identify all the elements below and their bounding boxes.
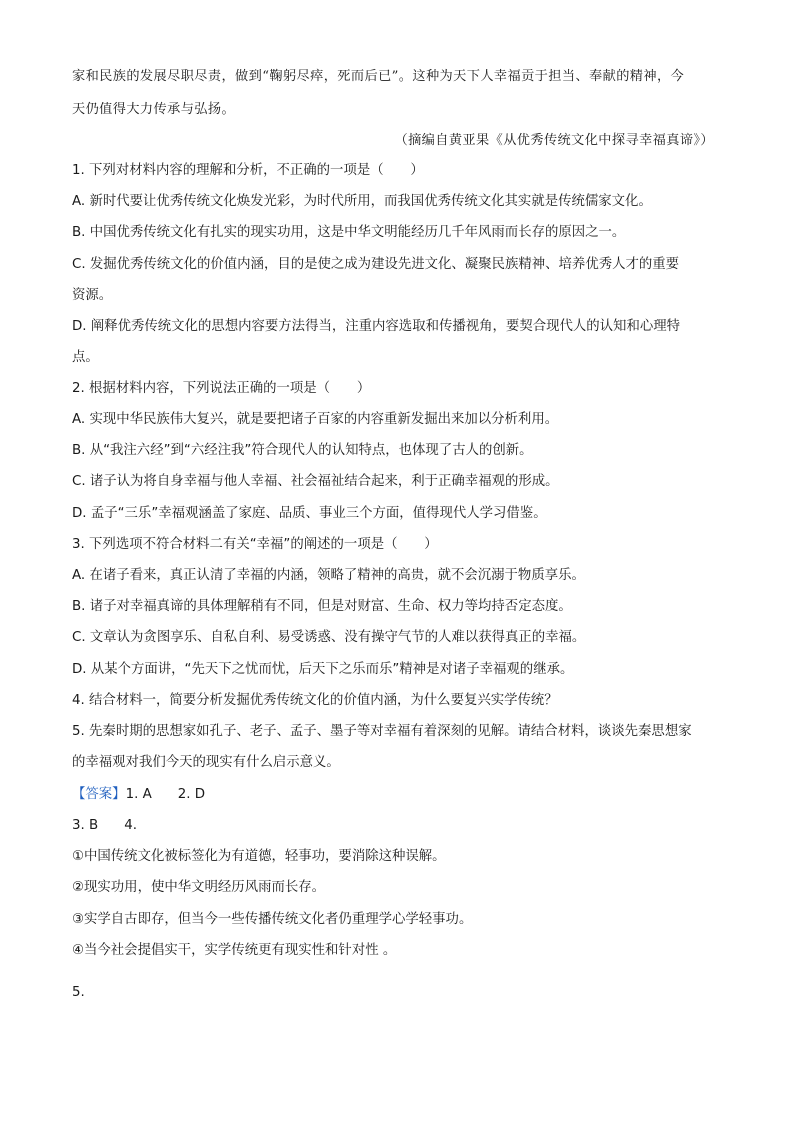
question-2-stem: 2. 根据材料内容，下列说法正确的一项是（ ） (72, 381, 371, 396)
answer-4-point-1: ①中国传统文化被标签化为有道德，轻事功，要消除这种误解。 (72, 849, 446, 864)
question-1-option-a: A. 新时代要让优秀传统文化焕发光彩，为时代所用，而我国优秀传统文化其实就是传统儒家文化。 (72, 194, 652, 209)
question-5-stem-cont: 的幸福观对我们今天的现实有什么启示意义。 (72, 755, 340, 770)
passage-line: 天仍值得大力传承与弘扬。 (72, 102, 236, 117)
question-2-option-c: C. 诸子认为将自身幸福与他人幸福、社会福祉结合起来，利于正确幸福观的形成。 (72, 474, 559, 489)
answer-line (72, 785, 722, 805)
answer-5-label: 5. (72, 985, 85, 1000)
question-2-option-d: D. 孟子“三乐”幸福观涵盖了家庭、品质、事业三个方面，值得现代人学习借鉴。 (72, 506, 547, 521)
question-1-stem: 1. 下列对材料内容的理解和分析，不正确的一项是（ ） (72, 163, 424, 178)
answer-4-point-4: ④当今社会提倡实干，实学传统更有现实性和针对性 。 (72, 943, 397, 958)
answer-line (72, 816, 722, 836)
answer-4-point-2: ②现实功用，使中华文明经历风雨而长存。 (72, 880, 326, 895)
question-3-option-a: A. 在诸子看来，真正认清了幸福的内涵，领略了精神的高贵，就不会沉溺于物质享乐。 (72, 568, 585, 583)
question-4-stem: 4. 结合材料一，简要分析发掘优秀传统文化的价值内涵，为什么要复兴实学传统？ (72, 693, 558, 708)
passage-line: 家和民族的发展尽职尽责，做到“鞠躬尽瘁，死而后已”。这种为天下人幸福贡于担当、奉献的精神，今 (72, 69, 685, 84)
question-1-option-c: C. 发掘优秀传统文化的价值内涵，目的是使之成为建设先进文化、凝聚民族精神、培养优秀人才的重要 (72, 257, 680, 272)
question-1-option-d-cont: 点。 (72, 350, 99, 365)
question-2-option-a: A. 实现中华民族伟大复兴，就是要把诸子百家的内容重新发掘出来加以分析利用。 (72, 412, 559, 427)
passage-source: （摘编自黄亚果《从优秀传统文化中探寻幸福真谛》） (394, 133, 714, 148)
question-3-option-d: D. 从某个方面讲，“先天下之忧而忧，后天下之乐而乐”精神是对诸子幸福观的继承。 (72, 662, 574, 677)
answer-3: 3. B (72, 818, 99, 833)
answer-4-label: 4. (124, 818, 138, 833)
answer-tag: 【答案】 (72, 787, 126, 802)
question-1-option-b: B. 中国优秀传统文化有扎实的现实功用，这是中华文明能经历几千年风雨而长存的原因之一。 (72, 225, 626, 240)
question-3-option-c: C. 文章认为贪图享乐、自私自利、易受诱惑、没有操守气节的人难以获得真正的幸福。 (72, 630, 586, 645)
question-3-stem: 3. 下列选项不符合材料二有关“幸福”的阐述的一项是（ ） (72, 537, 438, 552)
question-2-option-b: B. 从“我注六经”到“六经注我”符合现代人的认知特点，也体现了古人的创新。 (72, 443, 533, 458)
question-1-option-d: D. 阐释优秀传统文化的思想内容要方法得当，注重内容选取和传播视角，要契合现代人的认知和心理特 (72, 319, 681, 334)
question-1-option-c-cont: 资源。 (72, 288, 113, 303)
question-5-stem: 5. 先秦时期的思想家如孔子、老子、孟子、墨子等对幸福有着深刻的见解。请结合材料，谈谈先秦思想家 (72, 724, 692, 739)
question-3-option-b: B. 诸子对幸福真谛的具体理解稍有不同，但是对财富、生命、权力等均持否定态度。 (72, 599, 572, 614)
answer-2: 2. D (177, 787, 206, 802)
answer-1: 1. A (125, 787, 152, 802)
answer-4-point-3: ③实学自古即存，但当今一些传播传统文化者仍重理学心学轻事功。 (72, 912, 473, 927)
